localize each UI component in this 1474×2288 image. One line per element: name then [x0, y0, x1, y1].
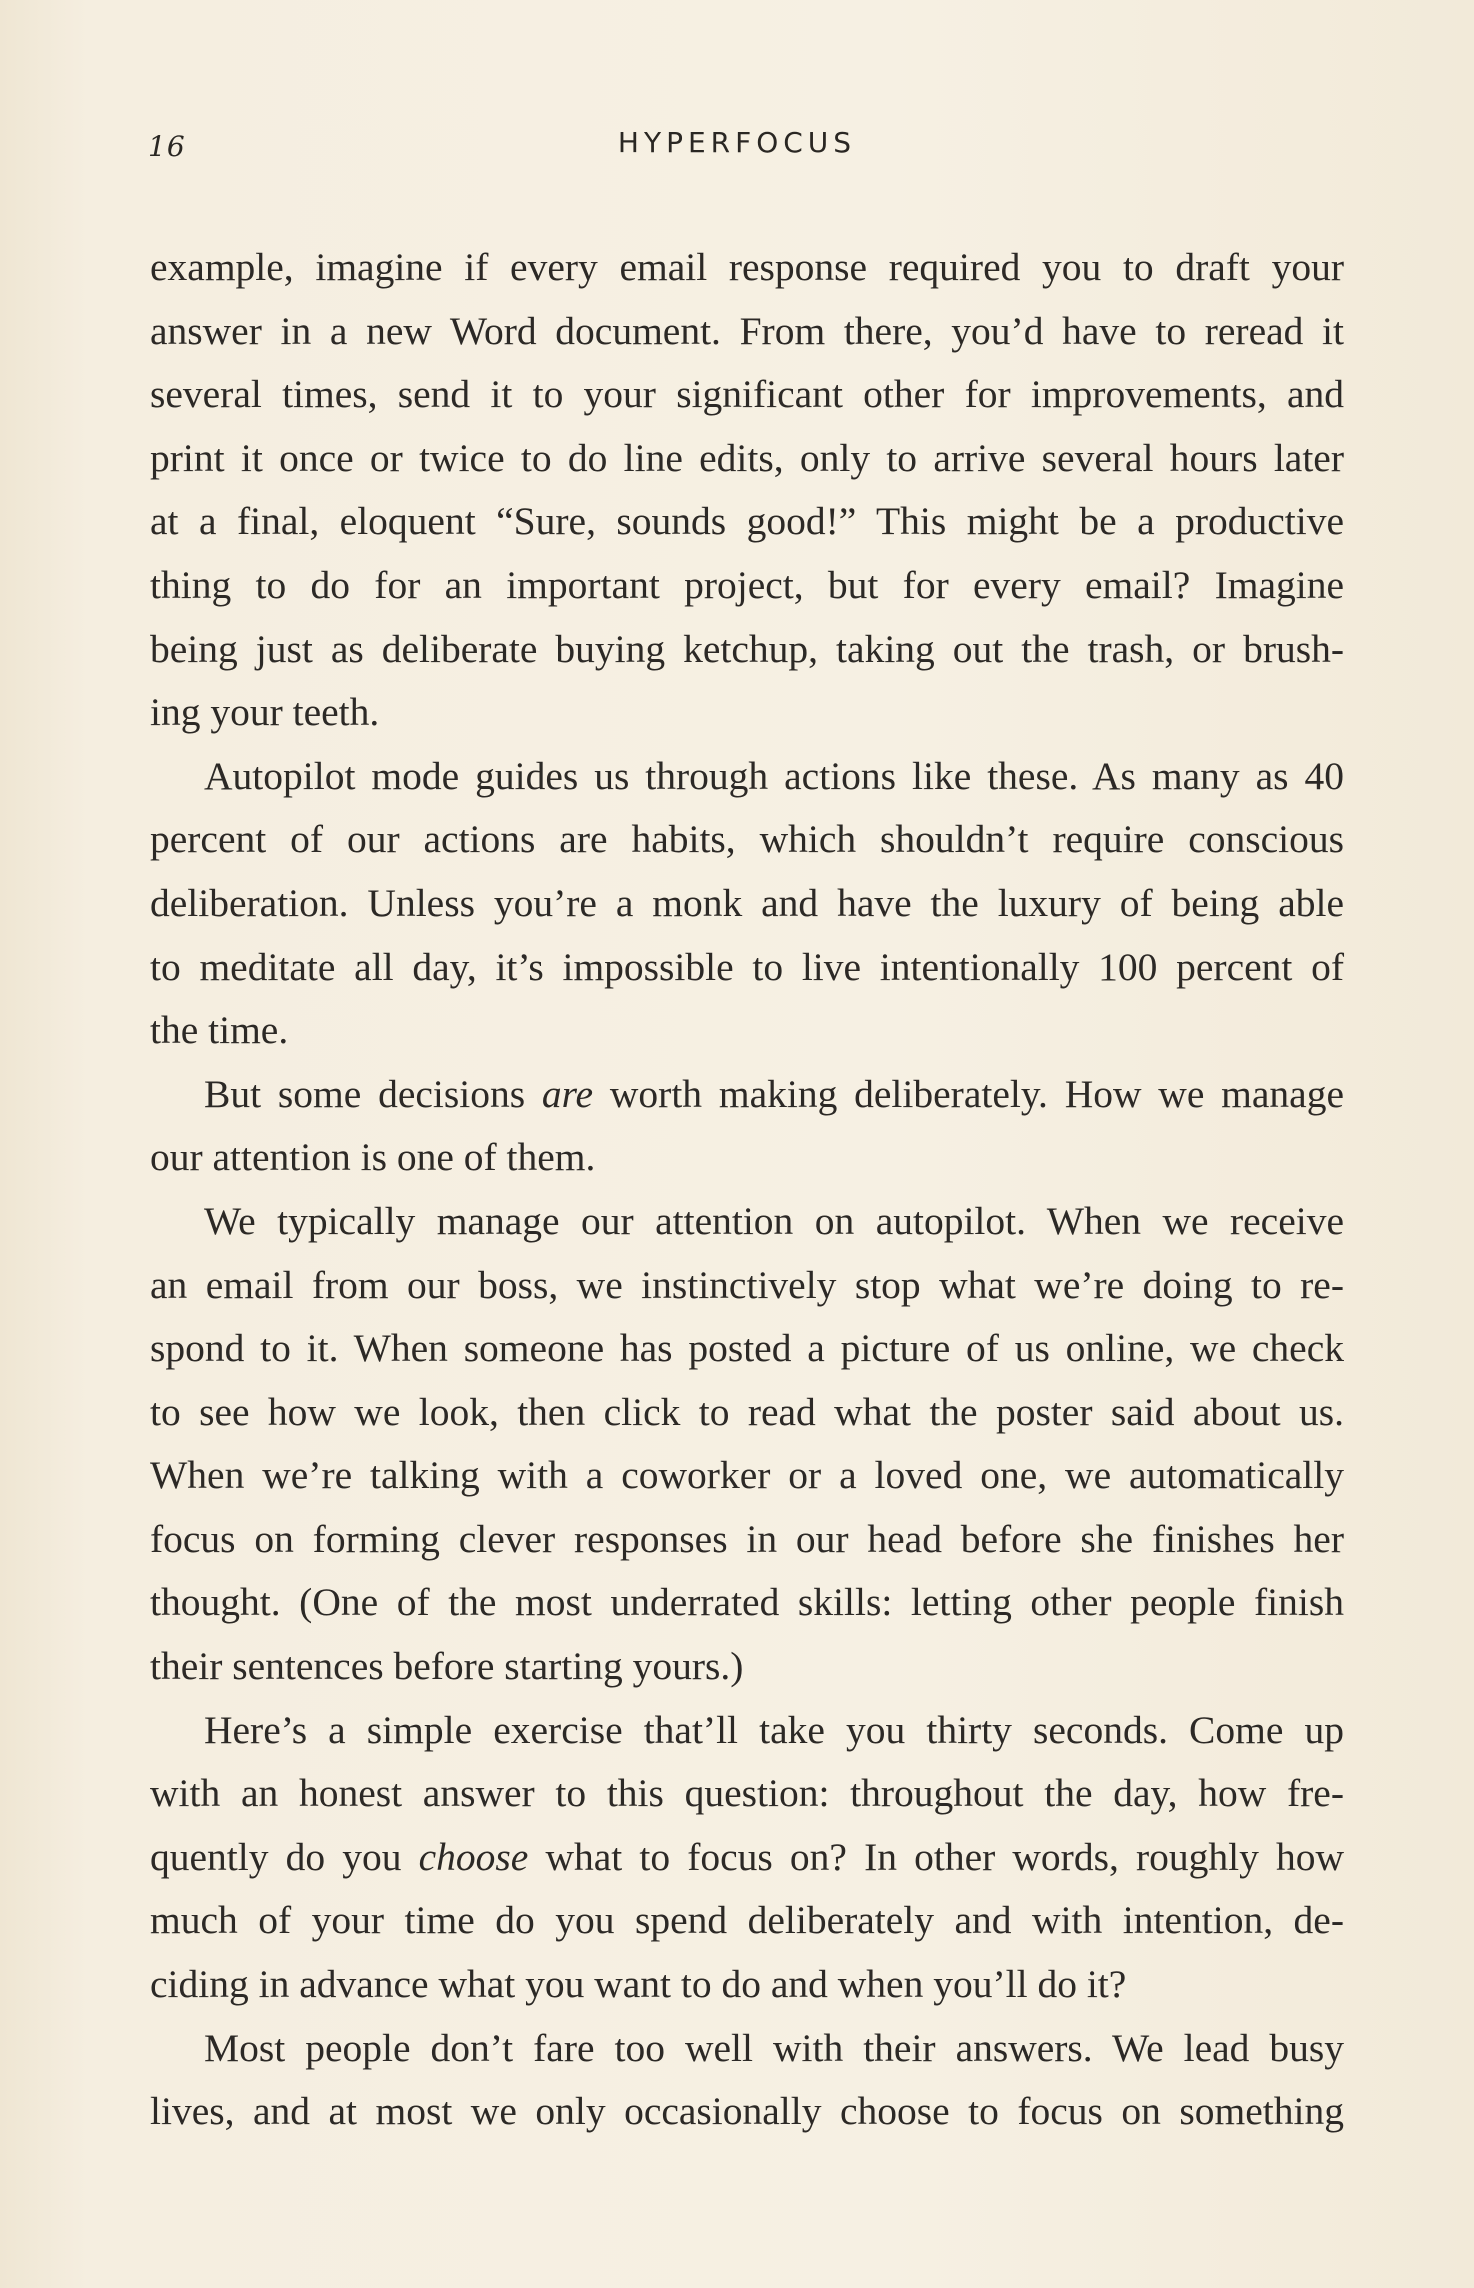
- text-line: example, imagine if every email response required you to draft your: [150, 245, 1344, 289]
- text-line: print it once or twice to do line edits, only to arrive several hours later: [150, 435, 1344, 480]
- text-line: answer in a new Word document. From there, you’d have to reread it: [150, 308, 1344, 353]
- text-line: thought. (One of the most underrated skills: letting other people finish: [150, 1580, 1344, 1625]
- running-head: HYPERFOCUS: [617, 126, 857, 159]
- text-line: an email from our boss, we instinctively stop what we’re doing to re-: [150, 1262, 1344, 1307]
- text-line: with an honest answer to this question: throughout the day, how fre-: [150, 1771, 1344, 1816]
- body-paragraphs: [150, 236, 1344, 2144]
- page-number: 16: [148, 130, 186, 163]
- text-line: our attention is one of them.: [150, 1135, 596, 1180]
- text-line: ciding in advance what you want to do and when you’ll do it?: [150, 1962, 1127, 2007]
- text-line: Most people don’t fare too well with their answers. We lead busy: [204, 2025, 1344, 2070]
- text-line: being just as deliberate buying ketchup, taking out the trash, or brush-: [150, 626, 1344, 671]
- text-line: the time.: [150, 1008, 289, 1053]
- text-line: to see how we look, then click to read what the poster said about us.: [150, 1389, 1344, 1434]
- text-line: their sentences before starting yours.): [150, 1644, 744, 1689]
- page-header: [148, 122, 1326, 172]
- text-line: at a final, eloquent “Sure, sounds good!” This might be a productive: [150, 499, 1344, 544]
- text-line: spond to it. When someone has posted a picture of us online, we check: [150, 1326, 1344, 1371]
- text-line: deliberation. Unless you’re a monk and have the luxury of being able: [150, 880, 1344, 925]
- text-line: Here’s a simple exercise that’ll take you thirty seconds. Come up: [204, 1707, 1344, 1752]
- text-line: But some decisions are worth making deliberately. How we manage: [204, 1071, 1344, 1116]
- text-line: focus on forming clever responses in our head before she finishes her: [150, 1516, 1344, 1561]
- text-line: ing your teeth.: [150, 690, 380, 735]
- text-line: When we’re talking with a coworker or a loved one, we automatically: [150, 1453, 1344, 1498]
- text-line: much of your time do you spend deliberately and with intention, de-: [150, 1898, 1344, 1943]
- text-line: lives, and at most we only occasionally choose to focus on something: [150, 2089, 1344, 2134]
- text-line: several times, send it to your significant other for improvements, and: [150, 372, 1344, 417]
- text-line: thing to do for an important project, but for every email? Imagine: [150, 562, 1344, 607]
- text-line: percent of our actions are habits, which shouldn’t require conscious: [150, 817, 1344, 862]
- text-line: Autopilot mode guides us through actions like these. As many as 40: [204, 753, 1344, 798]
- text-line: to meditate all day, it’s impossible to live intentionally 100 percent of: [150, 944, 1344, 989]
- text-line: quently do you choose what to focus on? In other words, roughly how: [150, 1834, 1345, 1879]
- text-line: We typically manage our attention on autopilot. When we receive: [204, 1198, 1344, 1243]
- body-text: [150, 236, 1344, 2144]
